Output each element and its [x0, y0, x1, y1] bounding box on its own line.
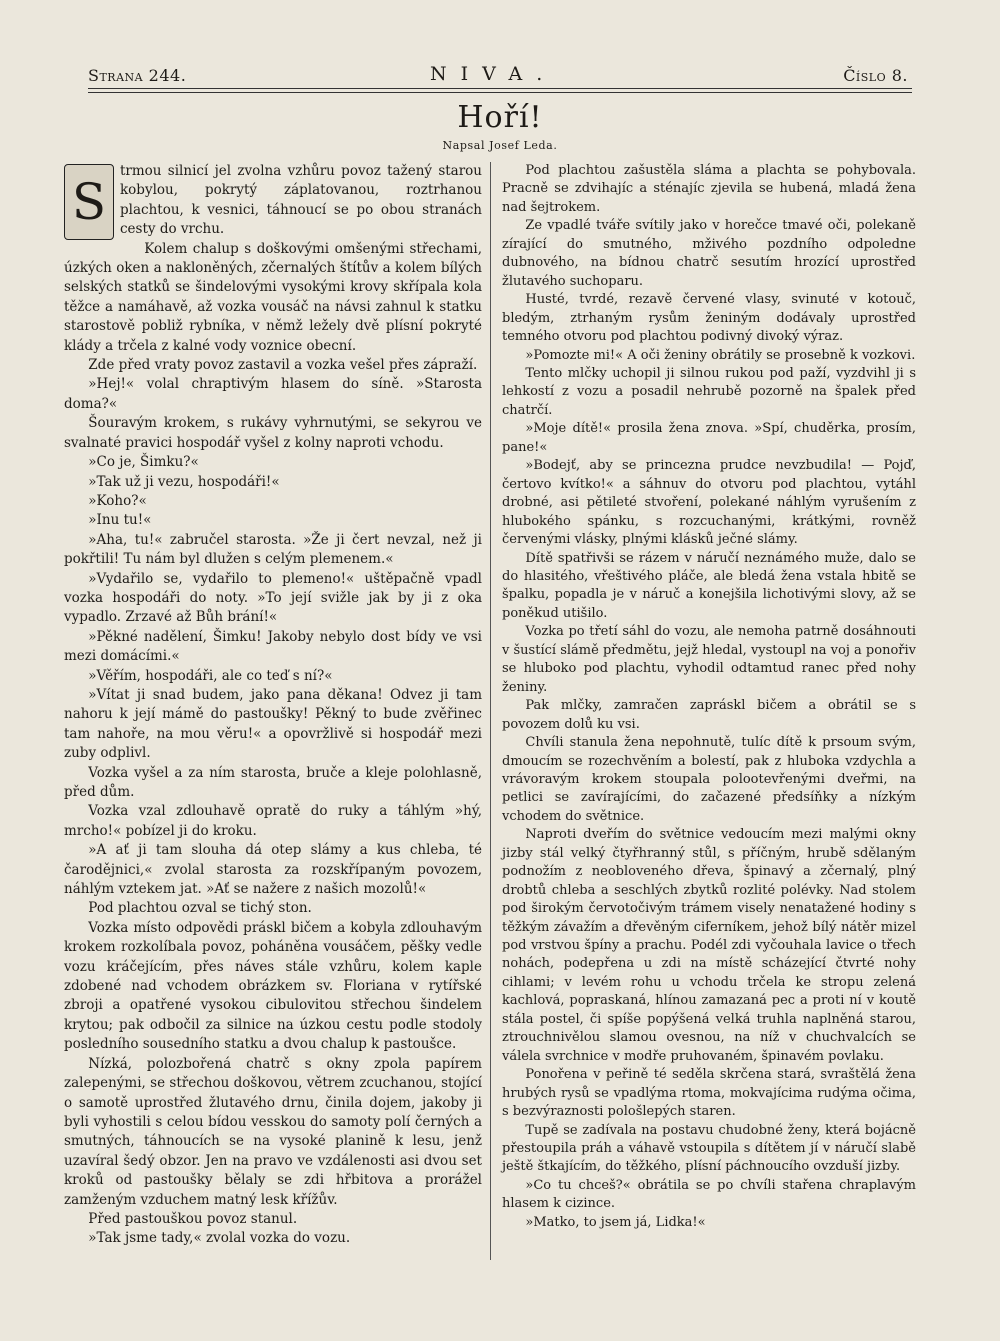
paragraph: Kolem chalup s doškovými omšenými střechami, úzkých oken a nakloněných, zčernalých štítův a kolem bílých selských statků se šindelovými vysokými krovy skřípala kola těžce a namáhavě, až vozka vousáč na návsi zahnul k statku starostově pobliž rybníka, v němž ležely dvě plísní pokryté klády a trčela z kalné vody voznice obecní.: [64, 240, 482, 354]
paragraph: Pod plachtou ozval se tichý ston.: [88, 900, 312, 917]
paragraph: »Inu tu!«: [88, 512, 152, 529]
header-rule: [88, 88, 912, 89]
paragraph: »Koho?«: [88, 492, 147, 509]
paragraph: Ponořena v peřině té seděla skrčena stará, svraštělá žena hrubých rysů se vpadlýma rtoma, mokvajícima rudýma očima, s bezvýraznosti pološlepých staren.: [502, 1067, 916, 1120]
paragraph: »Vydařilo se, vydařilo to plemeno!« uštěpačně vpadl vozka hospodáři do noty. »To její svižle jak by ji z oka vypadlo. Zrzavé až Bůh brání!«: [64, 570, 482, 626]
issue-number: Číslo 8.: [843, 66, 908, 85]
right-column: [502, 162, 916, 1232]
paragraph: »Pomozte mi!« A oči ženiny obrátily se prosebně k vozkovi.: [525, 347, 916, 363]
paragraph: »Tak už ji vezu, hospodáři!«: [88, 473, 280, 490]
paragraph: Před pastouškou povoz stanul.: [88, 1210, 298, 1227]
paragraph: »Věřím, hospodáři, ale co teď s ní?«: [88, 667, 333, 684]
paragraph: Nízká, polozbořená chatrč s okny zpola papírem zalepenými, se střechou doškovou, větrem zcuchanou, stojící o samotě uprostřed žlutavého drnu, činila dojem, jakoby ji byli vyhostili s celou bídou vesskou do samoty polí černých a smutných, táhnoucích se na vysoké planině k lesu, jenž uzavíral šedý obzor. Jen na pravo ve vzdálenosti asi dvou set kroků od pastoušky bělaly se zdi hřbitova a prorážel zamženým vzduchem matný lesk křížův.: [64, 1055, 482, 1208]
paragraph: Ze vpadlé tváře svítily jako v horečce tmavé oči, polekaně zírající do smutného, mživého pozdního odpoledne dubnového, na bídnou chatrč sesutím hrozící uprostřed žlutavého suchoparu.: [502, 218, 916, 289]
paragraph: »Aha, tu!« zabručel starosta. »Že ji čert nevzal, než ji pokřtili! Tu nám byl dlužen s celým plemenem.«: [64, 531, 482, 568]
paragraph: »Co tu chceš?« obrátila se po chvíli stařena chraplavým hlasem k cizince.: [502, 1177, 916, 1212]
article-byline: Napsal Josef Leda.: [442, 139, 558, 152]
article-title: Hoří!: [457, 100, 543, 135]
paragraph: Pak mlčky, zamračen zapráskl bičem a obrátil se s povozem dolů ku vsi.: [502, 698, 916, 732]
paragraph: Naproti dveřím do světnice vedoucím mezi malými okny jizby stál velký čtyřhranný stůl, s příčným, hrubě sdělaným podnožím z neobloveného dřeva, špinavý a zčernalý, plný drobtů chleba a seschlých zbytků rozlité polévky. Nad stolem pod širokým červotočivým trámem visely nenatažené hodiny s těžkým závažím a dřevěným ciferníkem, jehož bílý nátěr mizel pod vrstvou špíny a prachu. Podél zdi vyčouhala lavice o třech nohách, podepřena u zdi na místě scházející čtvrté nohy cihlami; v levém rohu u vchodu trčela ke stropu zelená kachlová, popraskaná, hlínou zamazaná pec a proti ní v koutě stála postel, či spíše popýšená velká truhla naplněná starou, ztrouchnivělou slamou ovesnou, na níž v chuchvalcích se válela svrchnice v modře pruhovaném, špinavém povlaku.: [502, 827, 916, 1064]
opening-text: trmou silnicí jel zvolna vzhůru povoz tažený starou kobylou, pokrytý záplatovanou, roztrhanou plachtou, k vesnici, táhnoucí se po obou stranách cesty do vrchu.: [120, 163, 482, 238]
paragraph: »Vítat ji snad budem, jako pana děkana! Odvez ji tam nahoru k její mámě do pastoušky! Pěkný to bude zvěřinec tam nahoře, na mou věru!« a opovržlivě si hospodář mezi zuby odplivl.: [64, 686, 482, 762]
paragraph: Dítě spatřivši se rázem v náručí neznámého muže, dalo se do hlasitého, vřeštivého pláče, ale bledá žena vstala hbitě se špalku, popadla je v náruč a konejšila lichotivými slovy, až se poněkud utišilo.: [502, 550, 916, 621]
page-header: [88, 60, 908, 90]
left-column: [64, 162, 482, 1249]
drop-cap-ornament: [64, 164, 114, 240]
header-rule-double: [88, 92, 912, 93]
paragraph: Zde před vraty povoz zastavil a vozka vešel přes zápraží.: [88, 357, 478, 374]
paragraph: Vozka po třetí sáhl do vozu, ale nemoha patrně dosáhnouti v šustící slámě předmětu, jejž hledal, vystoupl na voj a ponořiv se hluboko pod plachtu, vyhodil odtamtud ranec před nohy ženiny.: [502, 624, 916, 695]
paragraph: »A ať ji tam slouha dá otep slámy a kus chleba, té čarodějnici,« zvolal starosta za rozskřípaným povozem, náhlým vztekem jat. »Ať se nažere z našich mozolů!«: [64, 842, 482, 898]
paragraph: Šouravým krokem, s rukávy vyhrnutými, se sekyrou ve svalnaté pravici hospodář vyšel z kolny naproti vchodu.: [64, 415, 482, 451]
paragraph: Chvíli stanula žena nepohnutě, tulíc dítě k prsoum svým, dmoucím se rozechvěním a bolestí, pak z hluboka vzdychla a vrávoravým krokem stoupala polootevřenými dveřmi, na petlici se zavírajícími, do začazené předsíňky a nízkým vchodem do světnice.: [502, 735, 916, 824]
paragraph: Vozka vzal zdlouhavě opratě do ruky a táhlým »hý, mrcho!« pobízel ji do kroku.: [64, 803, 482, 839]
paragraph: Pod plachtou zašustěla sláma a plachta se pohybovala. Pracně se zdvihajíc a sténajíc zjevila se hubená, mladá žena nad šejtrokem.: [502, 163, 916, 215]
paragraph: Vozka vyšel a za ním starosta, bruče a kleje polohlasně, před dům.: [64, 764, 482, 800]
paragraph: Tento mlčky uchopil ji silnou rukou pod paží, vyzdvihl ji s lehkostí z vozu a posadil nehrubě pozorně na špalek před chatrčí.: [502, 365, 916, 418]
opening-paragraph: [64, 162, 482, 240]
paragraph: »Bodejť, aby se princezna prudce nevzbudila! — Pojď, čertovo kvítko!« a sáhnuv do otvoru pod plachtou, vytáhl drobné, asi pětileté stvoření, polekané náhlým vyrušením z hlubokého spánku, s rozcuchanými, krátkými, rovněž červenými vlásky, plnými klásků ječné slámy.: [502, 458, 916, 548]
paragraph: »Matko, to jsem já, Lidka!«: [525, 1214, 706, 1230]
drop-cap-letter: S: [71, 173, 107, 231]
paragraph: Tupě se zadívala na postavu chudobné ženy, která bojácně přestoupila práh a váhavě vstoupila s dítětem jí v náručí slabě ještě štkajícím, do těžkého, plísní páchnoucího ovzduší jizby.: [502, 1122, 916, 1175]
paragraph: Vozka místo odpovědi práskl bičem a kobyla zdlouhavým krokem rozkolíbala povoz, poháněna vousáčem, pěšky vedle vozu kráčejícím, přes náves stále vzhůru, kolem kaple zdobené nad vchodem obrázkem sv. Floriana v rytířské zbroji a opatřené vysokou cibulovitou střechou šindelem krytou; pak odbočil za silnice na úzkou cestu podle stodoly posledního sousedního statku a dvou chalup k pastoušce.: [64, 919, 482, 1053]
paragraph: »Tak jsme tady,« zvolal vozka do vozu.: [88, 1230, 351, 1247]
column-divider: [490, 162, 491, 1260]
magazine-title: NIVA.: [430, 63, 557, 85]
paragraph: »Hej!« volal chraptivým hlasem do síně. »Starosta doma?«: [64, 376, 482, 412]
paragraph: »Moje dítě!« prosila žena znova. »Spí, chuděrka, prosím, pane!«: [502, 421, 916, 455]
paragraph: »Pěkné nadělení, Šimku! Jakoby nebylo dost bídy ve vsi mezi domácími.«: [64, 628, 482, 665]
paragraph: Husté, tvrdé, rezavě červené vlasy, svinuté v kotouč, bledým, ztrhaným rysům ženiným dodávaly uprostřed temného otvoru pod plachtou podivný divoký výraz.: [502, 292, 916, 345]
page-number: Strana 244.: [88, 66, 187, 85]
paragraph: »Co je, Šimku?«: [88, 454, 199, 471]
